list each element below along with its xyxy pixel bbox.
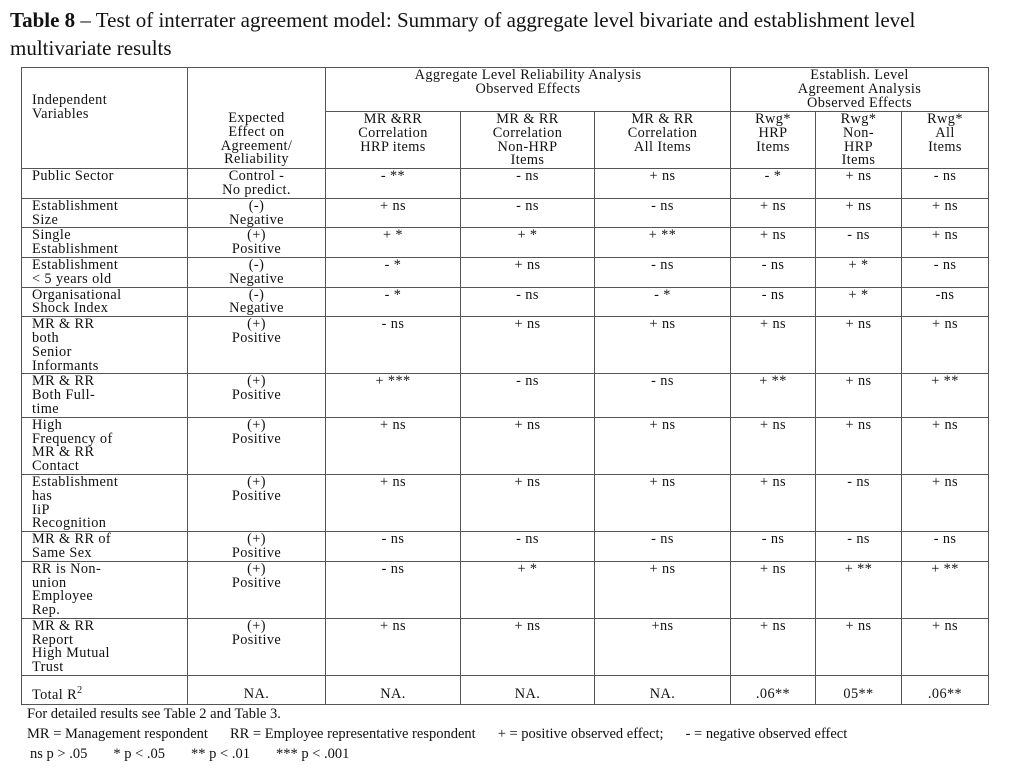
total-r2-cell: 05** [816,676,902,705]
effect-cell: + ns [902,198,989,228]
total-r2-cell: .06** [902,676,989,705]
effect-cell: - ns [326,317,461,374]
header-col-rwg-nonhrp: Rwg* Non- HRP Items [816,112,902,169]
effect-cell: + ns [326,618,461,675]
effect-cell: + ns [816,198,902,228]
effect-cell: + ns [595,417,731,474]
effect-cell: + ns [902,618,989,675]
effect-cell: + ns [731,561,816,618]
effect-cell: + ns [731,618,816,675]
footnote-rr: RR = Employee representative respondent [229,726,476,742]
effect-cell: + ns [731,417,816,474]
header-col-mr-rr-nonhrp: MR & RR Correlation Non-HRP Items [461,112,595,169]
effect-cell: + ns [595,169,731,199]
header-col-rwg-hrp: Rwg* HRP Items [731,112,816,169]
effect-cell: + * [461,228,595,258]
effect-cell: - ns [461,198,595,228]
effect-cell: +ns [595,618,731,675]
total-r2-cell: NA. [461,676,595,705]
footnote-p01: ** p < .01 [191,746,250,762]
row-label: MR & RR both Senior Informants [22,317,188,374]
footnote-detail: For detailed results see Table 2 and Table 3. [27,706,281,722]
total-r2-cell: NA. [326,676,461,705]
effect-cell: - * [326,257,461,287]
total-r-text: Total R [32,686,78,703]
table-row [22,198,989,228]
effect-cell: - ns [595,532,731,562]
total-r2-cell: NA. [188,676,326,705]
effect-cell: - ns [326,532,461,562]
effect-cell: - ns [461,287,595,317]
expected-effect-cell: (-) Negative [188,198,326,228]
table-row [22,169,989,199]
effect-cell: + ns [731,228,816,258]
footnote-negative: - = negative observed effect [685,726,848,742]
row-label: MR & RR Report High Mutual Trust [22,618,188,675]
effect-cell: - ns [326,561,461,618]
header-col-mr-rr-all: MR & RR Correlation All Items [595,112,731,169]
effect-cell: + ns [816,618,902,675]
effect-cell: + *** [326,374,461,417]
effect-cell: + ns [461,257,595,287]
effect-cell: + ns [461,417,595,474]
effect-cell: + ** [902,561,989,618]
effect-cell: - ns [902,169,989,199]
expected-effect-cell: (+) Positive [188,532,326,562]
total-r2-cell: .06** [731,676,816,705]
effect-cell: - ns [902,532,989,562]
effect-cell: -ns [902,287,989,317]
effect-cell: + ns [326,474,461,531]
table-row [22,561,989,618]
expected-effect-cell: (+) Positive [188,374,326,417]
effect-cell: - ns [461,169,595,199]
effect-cell: + ns [326,417,461,474]
effect-cell: + ns [731,198,816,228]
footnotes [27,704,1017,764]
effect-cell: + ns [595,474,731,531]
expected-effect-cell: (-) Negative [188,257,326,287]
effect-cell: - ns [902,257,989,287]
effect-cell: + ns [816,417,902,474]
effect-cell: + * [326,228,461,258]
row-label: Establishment Size [22,198,188,228]
footnote-positive: + = positive observed effect; [497,726,664,742]
footnote-abbreviations [27,724,1017,744]
expected-effect-cell: (+) Positive [188,474,326,531]
row-label: MR & RR Both Full- time [22,374,188,417]
effect-cell: + * [461,561,595,618]
table-row [22,317,989,374]
effect-cell: - * [731,169,816,199]
effect-cell: - ns [731,532,816,562]
effect-cell: + ns [902,417,989,474]
row-label: Establishment < 5 years old [22,257,188,287]
row-label: High Frequency of MR & RR Contact [22,417,188,474]
effect-cell: + ns [731,317,816,374]
effect-cell: - ns [461,374,595,417]
effect-cell: + ns [461,474,595,531]
effect-cell: + ns [326,198,461,228]
table-caption: – Test of interrater agreement model: Summary of aggregate level bivariate and establishment level multivariate results [10,8,916,60]
effect-cell: + ns [902,474,989,531]
table-title [10,6,1014,62]
effect-cell: + ns [816,374,902,417]
table-row [22,474,989,531]
table-row [22,417,989,474]
effect-cell: - ns [595,374,731,417]
table-row [22,532,989,562]
effect-cell: - ns [731,287,816,317]
header-col-mr-rr-hrp: MR &RR Correlation HRP items [326,112,461,169]
effect-cell: + * [816,287,902,317]
header-independent-variables: Independent Variables [22,68,188,169]
total-r2-cell: NA. [595,676,731,705]
footnote-ns: ns p > .05 [30,746,88,762]
header-col-rwg-all: Rwg* All Items [902,112,989,169]
effect-cell: + ns [595,317,731,374]
effect-cell: + ns [461,317,595,374]
footnote-mr: MR = Management respondent [27,726,208,742]
table-number: Table 8 [10,8,76,32]
effect-cell: + ns [816,169,902,199]
expected-effect-cell: (+) Positive [188,417,326,474]
row-label: Establishment has IiP Recognition [22,474,188,531]
footnote-p05: * p < .05 [113,746,166,762]
table-row [22,257,989,287]
effect-cell: - ns [816,474,902,531]
table-row [22,228,989,258]
row-label: Public Sector [22,169,188,199]
effect-cell: + ns [731,474,816,531]
total-r2-label [22,676,188,705]
results-table [21,67,989,705]
table-row [22,618,989,675]
total-r-superscript: 2 [77,684,83,696]
effect-cell: - ns [595,257,731,287]
effect-cell: - ns [461,532,595,562]
header-group-establishment: Establish. Level Agreement Analysis Observed Effects [731,68,989,112]
table-row [22,374,989,417]
effect-cell: + ns [902,317,989,374]
effect-cell: - * [326,287,461,317]
effect-cell: - ns [731,257,816,287]
expected-effect-cell: (+) Positive [188,317,326,374]
effect-cell: + ns [461,618,595,675]
effect-cell: + ns [816,317,902,374]
footnote-p001: *** p < .001 [275,746,350,762]
row-label: Single Establishment [22,228,188,258]
effect-cell: - ns [816,532,902,562]
effect-cell: - ** [326,169,461,199]
effect-cell: - * [595,287,731,317]
effect-cell: + ** [902,374,989,417]
expected-effect-cell: (+) Positive [188,561,326,618]
header-group-aggregate: Aggregate Level Reliability Analysis Observed Effects [326,68,731,112]
table-row [22,287,989,317]
table-row-total [22,676,989,705]
expected-effect-cell: (+) Positive [188,228,326,258]
header-expected-effect: Expected Effect on Agreement/ Reliability [188,68,326,169]
expected-effect-cell: (+) Positive [188,618,326,675]
effect-cell: + ** [595,228,731,258]
footnote-significance [27,744,1017,764]
row-label: RR is Non- union Employee Rep. [22,561,188,618]
expected-effect-cell: (-) Negative [188,287,326,317]
effect-cell: + * [816,257,902,287]
expected-effect-cell: Control - No predict. [188,169,326,199]
effect-cell: + ** [731,374,816,417]
effect-cell: + ns [595,561,731,618]
effect-cell: + ns [902,228,989,258]
row-label: MR & RR of Same Sex [22,532,188,562]
effect-cell: - ns [595,198,731,228]
effect-cell: - ns [816,228,902,258]
effect-cell: + ** [816,561,902,618]
row-label: Organisational Shock Index [22,287,188,317]
